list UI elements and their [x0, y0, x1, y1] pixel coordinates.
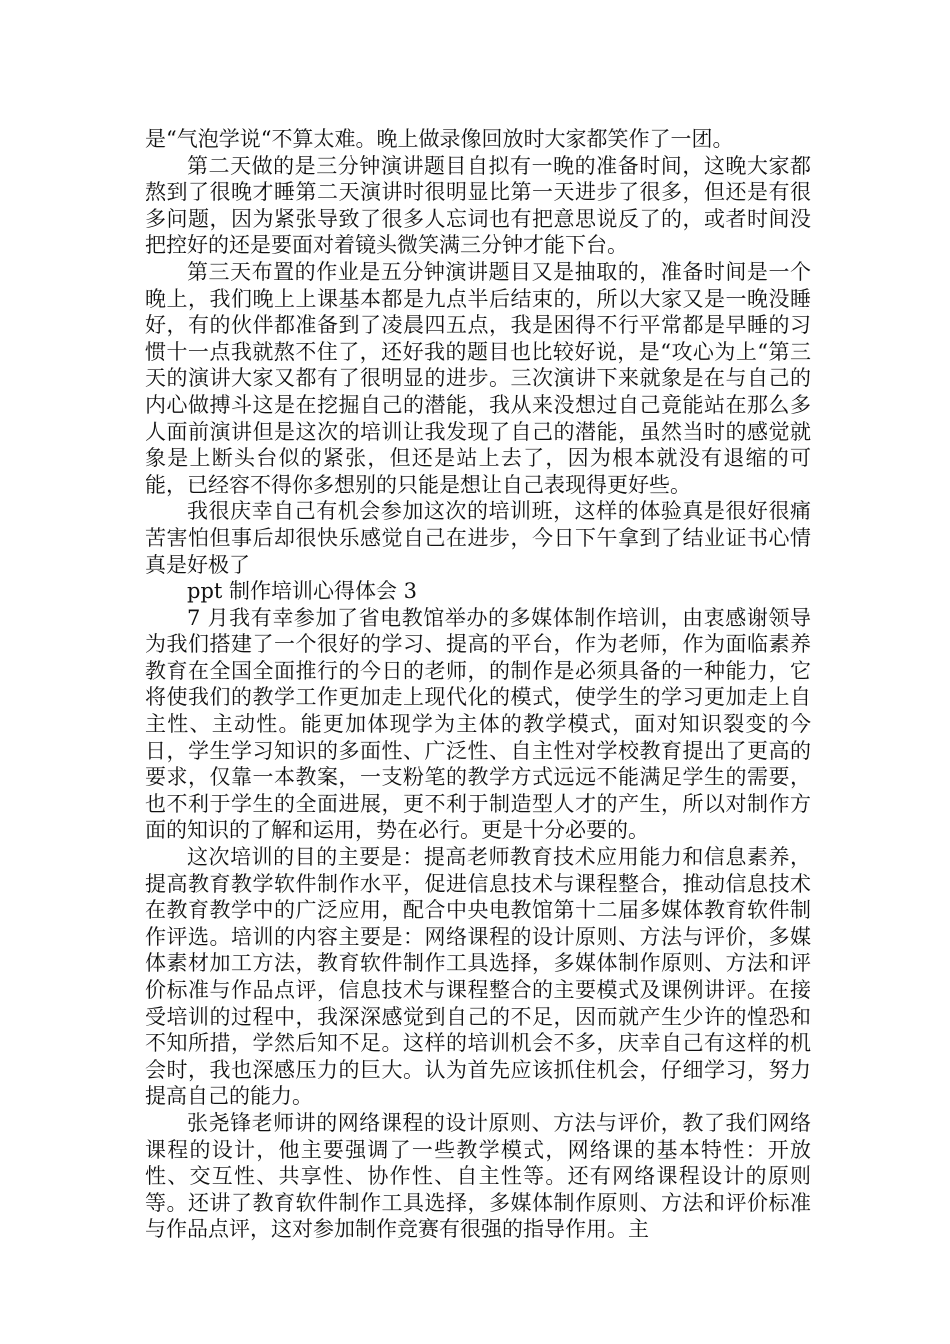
paragraph-day-two: 第二天做的是三分钟演讲题目自拟有一晚的准备时间，这晚大家都熬到了很晚才睡第二天演讲时很明显比第一天进步了很多，但还是有很多问题，因为紧张导致了很多人忘词也有把意思说反了的，或者时间没把控好的还是要面对着镜头微笑满三分钟才能下台。: [145, 153, 811, 258]
paragraph-continuation: 是“气泡学说“不算太难。晚上做录像回放时大家都笑作了一团。: [145, 127, 734, 151]
paragraph-day-three: 第三天布置的作业是五分钟演讲题目又是抽取的，准备时间是一个晚上，我们晚上上课基本都是九点半后结束的，所以大家又是一晚没睡好，有的伙伴都准备到了凌晨四五点，我是困得不行平常都是早睡的习惯十一点我就熬不住了，还好我的题目也比较好说，是“攻心为上“第三天的演讲大家又都有了很明显的进步。三次演讲下来就象是在与自己的内心做搏斗这是在挖掘自己的潜能，我从来没想过自己竟能站在那么多人面前演讲但是这次的培训让我发现了自己的潜能，虽然当时的感觉就象是上断头台似的紧张，但还是站上去了，因为根本就没有退缩的可能，已经容不得你多想别的只能是想让自己表现得更好些。: [145, 259, 811, 497]
paragraph-training-purpose: 这次培训的目的主要是：提高老师教育技术应用能力和信息素养，提高教育教学软件制作水平，促进信息技术与课程整合，推动信息技术在教育教学中的广泛应用，配合中央电教馆第十二届多媒体教育软件制作评选。培训的内容主要是：网络课程的设计原则、方法与评价，多媒体素材加工方法，教育软件制作工具选择，多媒体制作原则、方法和评价标准与作品点评，信息技术与课程整合的主要模式及课例讲评。在接受培训的过程中，我深深感觉到自己的不足，因而就产生少许的惶恐和不知所措，学然后知不足。这样的培训机会不多，庆幸自己有这样的机会时，我也深感压力的巨大。认为首先应该抓住机会，仔细学习，努力提高自己的能力。: [145, 845, 811, 1109]
paragraph-network-course: 张尧锋老师讲的网络课程的设计原则、方法与评价，教了我们网络课程的设计，他主要强调了一些教学模式，网络课的基本特性：开放性、交互性、共享性、协作性、自主性等。还有网络课程设计的原则等。还讲了教育软件制作工具选择，多媒体制作原则、方法和评价标准与作品点评，这对参加制作竞赛有很强的指导作用。主: [145, 1110, 811, 1242]
section-heading: ppt 制作培训心得体会 3: [187, 579, 418, 604]
document-body: [145, 126, 811, 1243]
paragraph-july-training: 7 月我有幸参加了省电教馆举办的多媒体制作培训，由衷感谢领导为我们搭建了一个很好的学习、提高的平台，作为老师，作为面临素养教育在全国全面推行的今日的老师，的制作是必须具备的一种能力，它将使我们的教学工作更加走上现代化的模式，使学生的学习更加走上自主性、主动性。能更加体现学为主体的教学模式，面对知识裂变的今日，学生学习知识的多面性、广泛性、自主性对学校教育提出了更高的要求，仅靠一本教案，一支粉笔的教学方式远远不能满足学生的需要，也不利于学生的全面进展，更不利于制造型人才的产生，所以对制作方面的知识的了解和运用，势在必行。更是十分必要的。: [145, 605, 811, 843]
paragraph-conclusion: 我很庆幸自己有机会参加这次的培训班，这样的体验真是很好很痛苦害怕但事后却很快乐感觉自己在进步，今日下午拿到了结业证书心情真是好极了: [145, 499, 811, 577]
